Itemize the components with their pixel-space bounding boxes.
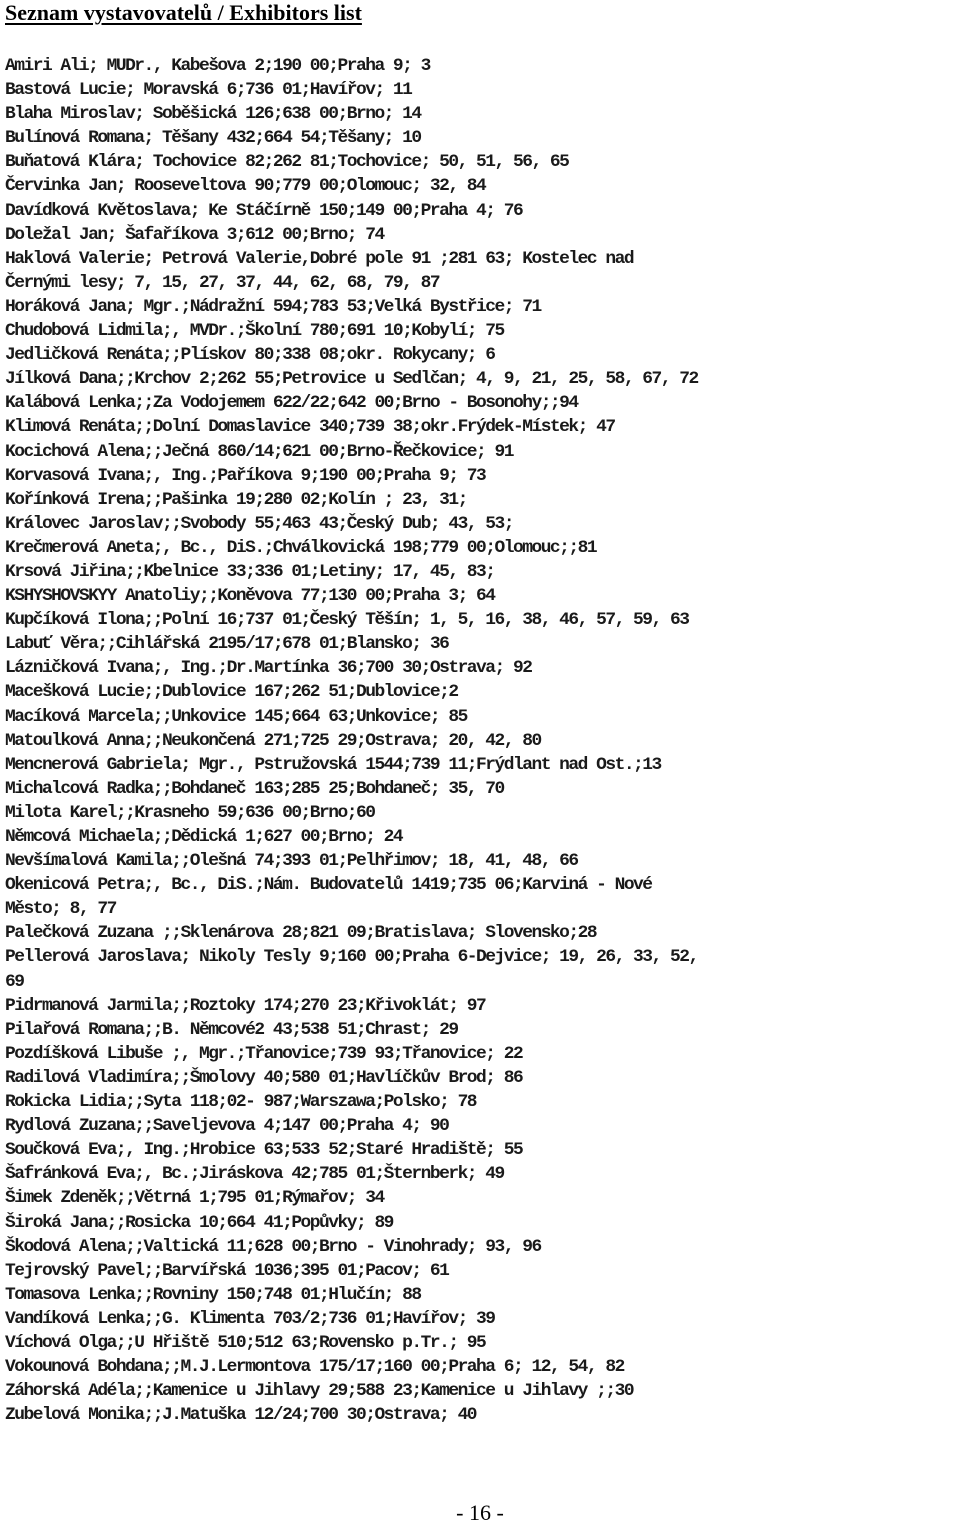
exhibitor-entry-line: Michalcová Radka;;Bohdaneč 163;285 25;Bohdaneč; 35, 70 [5, 778, 504, 799]
exhibitor-entry-line: Palečková Zuzana ;;Sklenárova 28;821 09;Bratislava; Slovensko;28 [5, 923, 597, 944]
exhibitor-entry-line: Klimová Renáta;;Dolní Domaslavice 340;739 38;okr.Frýdek-Místek; 47 [5, 417, 615, 438]
exhibitor-entry-line: Amiri Ali; MUDr., Kabešova 2;190 00;Praha 9; 3 [5, 56, 430, 76]
exhibitor-entry-line: Škodová Alena;;Valtická 11;628 00;Brno - Vinohrady; 93, 96 [5, 1236, 541, 1257]
exhibitor-entry-line: Korvasová Ivana;, Ing.;Paříkova 9;190 00;Praha 9; 73 [5, 465, 486, 486]
exhibitor-entry-line: Kupčíková Ilona;;Polní 16;737 01;Český Těšín; 1, 5, 16, 38, 46, 57, 59, 63 [5, 610, 689, 631]
exhibitor-entry-line: Černými lesy; 7, 15, 27, 37, 44, 62, 68, 79, 87 [5, 272, 440, 293]
exhibitor-entry-line: Jílková Dana;;Krchov 2;262 55;Petrovice u Sedlčan; 4, 9, 21, 25, 58, 67, 72 [5, 369, 698, 390]
page-title: Seznam vystavovatelů / Exhibitors list [5, 0, 362, 25]
exhibitor-entry-line: Jedličková Renáta;;Plískov 80;338 08;okr. Rokycany; 6 [5, 345, 495, 366]
exhibitor-entry-line: Buňatová Klára; Tochovice 82;262 81;Tochovice; 50, 51, 56, 65 [5, 152, 569, 173]
exhibitor-entry-line: Šafránková Eva;, Bc.;Jiráskova 42;785 01;Šternberk; 49 [5, 1164, 504, 1185]
exhibitor-entry-line: Blaha Miroslav; Soběšická 126;638 00;Brno; 14 [5, 104, 421, 125]
exhibitor-entry-line: Davídková Květoslava; Ke Stáčírně 150;149 00;Praha 4; 76 [5, 200, 523, 221]
exhibitor-entry-line: Pilařová Romana;;B. Němcové2 43;538 51;Chrast; 29 [5, 1019, 458, 1040]
exhibitor-entry-line: Haklová Valerie; Petrová Valerie,Dobré pole 91 ;281 63; Kostelec nad [5, 248, 634, 269]
exhibitor-entry-line: Kalábová Lenka;;Za Vodojemem 622/22;642 00;Brno - Bosonohy;;94 [5, 393, 578, 414]
exhibitor-entry-line: Bulínová Romana; Těšany 432;664 54;Těšany; 10 [5, 128, 421, 149]
exhibitor-entry-line: Krečmerová Aneta;, Bc., DiS.;Chválkovická 198;779 00;Olomouc;;81 [5, 537, 597, 558]
exhibitor-entry-line: Milota Karel;;Krasneho 59;636 00;Brno;60 [5, 802, 375, 823]
exhibitor-entry-line: Bastová Lucie; Moravská 6;736 01;Havířov; 11 [5, 80, 412, 101]
exhibitor-entry-line: KSHYSHOVSKYY Anatoliy;;Koněvova 77;130 00;Praha 3; 64 [5, 586, 495, 607]
exhibitor-entry-line: Rydlová Zuzana;;Saveljevova 4;147 00;Praha 4; 90 [5, 1116, 449, 1137]
exhibitor-entry-line: Labuť Věra;;Cihlářská 2195/17;678 01;Blansko; 36 [5, 634, 449, 655]
exhibitor-entry-line: Okenicová Petra;, Bc., DiS.;Nám. Budovatelů 1419;735 06;Karviná - Nové [5, 875, 652, 896]
page-number: - 16 - [456, 1500, 504, 1525]
exhibitor-entry-line: Němcová Michaela;;Dědická 1;627 00;Brno; 24 [5, 827, 403, 847]
exhibitor-entry-line: Mencnerová Gabriela; Mgr., Pstružovská 1544;739 11;Frýdlant nad Ost.;13 [5, 754, 661, 775]
exhibitor-entry-line: Zubelová Monika;;J.Matuška 12/24;700 30;Ostrava; 40 [5, 1405, 477, 1426]
exhibitor-entry-line: Doležal Jan; Šafaříkova 3;612 00;Brno; 74 [5, 224, 384, 245]
exhibitor-entry-line: Pozdíšková Libuše ;, Mgr.;Třanovice;739 93;Třanovice; 22 [5, 1043, 523, 1064]
exhibitor-entry-line: Královec Jaroslav;;Svobody 55;463 43;Český Dub; 43, 53; [5, 513, 513, 534]
exhibitor-entry-line: Pidrmanová Jarmila;;Roztoky 174;270 23;Křivoklát; 97 [5, 995, 486, 1016]
exhibitor-entry-line: Tejrovský Pavel;;Barvířská 1036;395 01;Pacov; 61 [5, 1260, 449, 1281]
exhibitor-list [5, 54, 960, 1427]
exhibitor-entry-line: Šimek Zdeněk;;Větrná 1;795 01;Rýmařov; 34 [5, 1188, 384, 1209]
exhibitor-entry-line: Vandíková Lenka;;G. Klimenta 703/2;736 01;Havířov; 39 [5, 1308, 495, 1329]
exhibitor-entry-line: Tomasova Lenka;;Rovniny 150;748 01;Hlučín; 88 [5, 1284, 421, 1305]
exhibitor-entry-line: Vokounová Bohdana;;M.J.Lermontova 175/17;160 00;Praha 6; 12, 54, 82 [5, 1357, 624, 1378]
exhibitor-entry-line: Matoulková Anna;;Neukončená 271;725 29;Ostrava; 20, 42, 80 [5, 730, 541, 751]
exhibitor-entry-line: Krsová Jiřina;;Kbelnice 33;336 01;Letiny; 17, 45, 83; [5, 561, 495, 582]
exhibitor-entry-line: Kořínková Irena;;Pašinka 19;280 02;Kolín ; 23, 31; [5, 489, 467, 510]
exhibitor-entry-line: Víchová Olga;;U Hřiště 510;512 63;Rovensko p.Tr.; 95 [5, 1332, 486, 1353]
exhibitor-entry-line: Radilová Vladimíra;;Šmolovy 40;580 01;Havlíčkův Brod; 86 [5, 1067, 523, 1088]
exhibitor-entry-line: Pellerová Jaroslava; Nikoly Tesly 9;160 00;Praha 6-Dejvice; 19, 26, 33, 52, [5, 947, 698, 968]
exhibitor-entry-line: Kocichová Alena;;Ječná 860/14;621 00;Brno-Řečkovice; 91 [5, 441, 513, 462]
exhibitor-entry-line: Součková Eva;, Ing.;Hrobice 63;533 52;Staré Hradiště; 55 [5, 1140, 523, 1161]
exhibitor-entry-line: Červinka Jan; Rooseveltova 90;779 00;Olomouc; 32, 84 [5, 176, 486, 197]
exhibitor-entry-line: Široká Jana;;Rosicka 10;664 41;Popůvky; 89 [5, 1212, 393, 1233]
exhibitor-entry-line: Město; 8, 77 [5, 899, 116, 920]
exhibitor-entry-line: Chudobová Lidmila;, MVDr.;Školní 780;691 10;Kobylí; 75 [5, 321, 504, 342]
exhibitor-entry-line: Macešková Lucie;;Dublovice 167;262 51;Dublovice;2 [5, 682, 458, 703]
exhibitor-entry-line: Horáková Jana; Mgr.;Nádražní 594;783 53;Velká Bystřice; 71 [5, 296, 541, 317]
exhibitor-entry-line: Lázničková Ivana;, Ing.;Dr.Martínka 36;700 30;Ostrava; 92 [5, 658, 532, 679]
exhibitor-entry-line: 69 [5, 971, 24, 992]
exhibitor-entry-line: Nevšímalová Kamila;;Olešná 74;393 01;Pelhřimov; 18, 41, 48, 66 [5, 851, 578, 872]
exhibitor-entry-line: Macíková Marcela;;Unkovice 145;664 63;Unkovice; 85 [5, 706, 467, 727]
exhibitor-entry-line: Záhorská Adéla;;Kamenice u Jihlavy 29;588 23;Kamenice u Jihlavy ;;30 [5, 1381, 634, 1402]
exhibitor-entry-line: Rokicka Lidia;;Syta 118;02- 987;Warszawa;Polsko; 78 [5, 1092, 477, 1113]
